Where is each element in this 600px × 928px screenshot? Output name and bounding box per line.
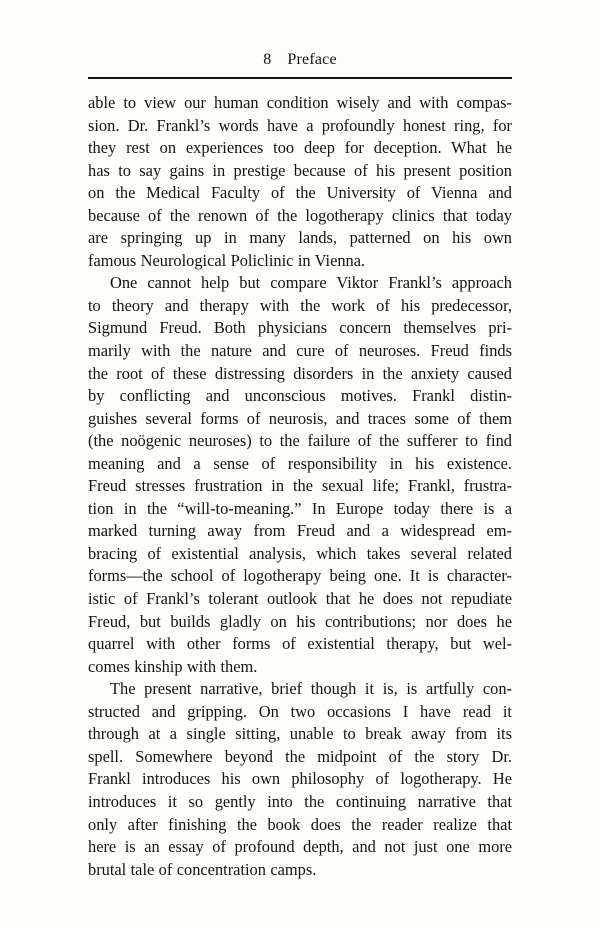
text-line: structed and gripping. On two occasions I have read it [88,701,512,721]
text-line: only after finishing the book does the reader realize that [88,814,512,834]
section-title: Preface [287,51,337,68]
text-line: istic of Frankl’s tolerant outlook that he does not repudiate [88,589,512,609]
text-line: Freud, but builds gladly on his contributions; nor does he [88,611,512,631]
text-line: brutal tale of concentration camps. [88,859,317,879]
text-line: bracing of existential analysis, which takes several related [88,543,512,563]
text-line: forms—the school of logotherapy being one. It is character- [88,566,512,586]
text-line: tion in the “will-to-meaning.” In Europe today there is a [88,498,512,518]
page-number: 8 [263,51,272,68]
text-line: because of the renown of the logotherapy clinics that today [88,205,512,225]
text-line: The present narrative, brief though it is, is artfully con- [110,679,512,699]
text-line: here is an essay of profound depth, and not just one more [88,837,512,857]
text-line: the root of these distressing disorders in the anxiety caused [88,363,512,383]
text-line: (the noögenic neuroses) to the failure of the sufferer to find [88,431,512,451]
text-line: marily with the nature and cure of neuroses. Freud finds [88,341,512,361]
text-line: One cannot help but compare Viktor Frankl’s approach [110,273,512,293]
paragraph [88,92,512,272]
text-line: through at a single sitting, unable to break away from its [88,724,512,744]
text-line: introduces it so gently into the continuing narrative that [88,791,512,811]
text-line: by conflicting and unconscious motives. Frankl distin- [88,386,512,406]
text-line: spell. Somewhere beyond the midpoint of the story Dr. [88,746,512,766]
page-header [88,50,512,70]
text-line: guishes several forms of neurosis, and traces some of them [88,408,512,428]
text-line: are springing up in many lands, patterned on his own [88,228,512,248]
text-line: on the Medical Faculty of the University of Vienna and [88,183,512,203]
paragraph [88,272,512,678]
text-line: famous Neurological Policlinic in Vienna. [88,250,366,270]
text-line: sion. Dr. Frankl’s words have a profoundly honest ring, for [88,115,512,135]
text-line: Frankl introduces his own philosophy of logotherapy. He [88,769,512,789]
page-body [88,92,512,881]
header-rule [88,77,512,79]
text-line: Sigmund Freud. Both physicians concern themselves pri- [88,318,512,338]
text-line: they rest on experiences too deep for deception. What he [88,138,512,158]
text-line: meaning and a sense of responsibility in his existence. [88,453,512,473]
text-line: to theory and therapy with the work of his predecessor, [88,295,512,315]
text-line: has to say gains in prestige because of his present position [88,160,512,180]
paragraph [88,678,512,881]
text-line: marked turning away from Freud and a widespread em- [88,521,512,541]
text-line: comes kinship with them. [88,656,258,676]
text-line: able to view our human condition wisely and with compas- [88,93,512,112]
text-line: Freud stresses frustration in the sexual life; Frankl, frustra- [88,476,512,496]
text-line: quarrel with other forms of existential therapy, but wel- [88,634,512,654]
